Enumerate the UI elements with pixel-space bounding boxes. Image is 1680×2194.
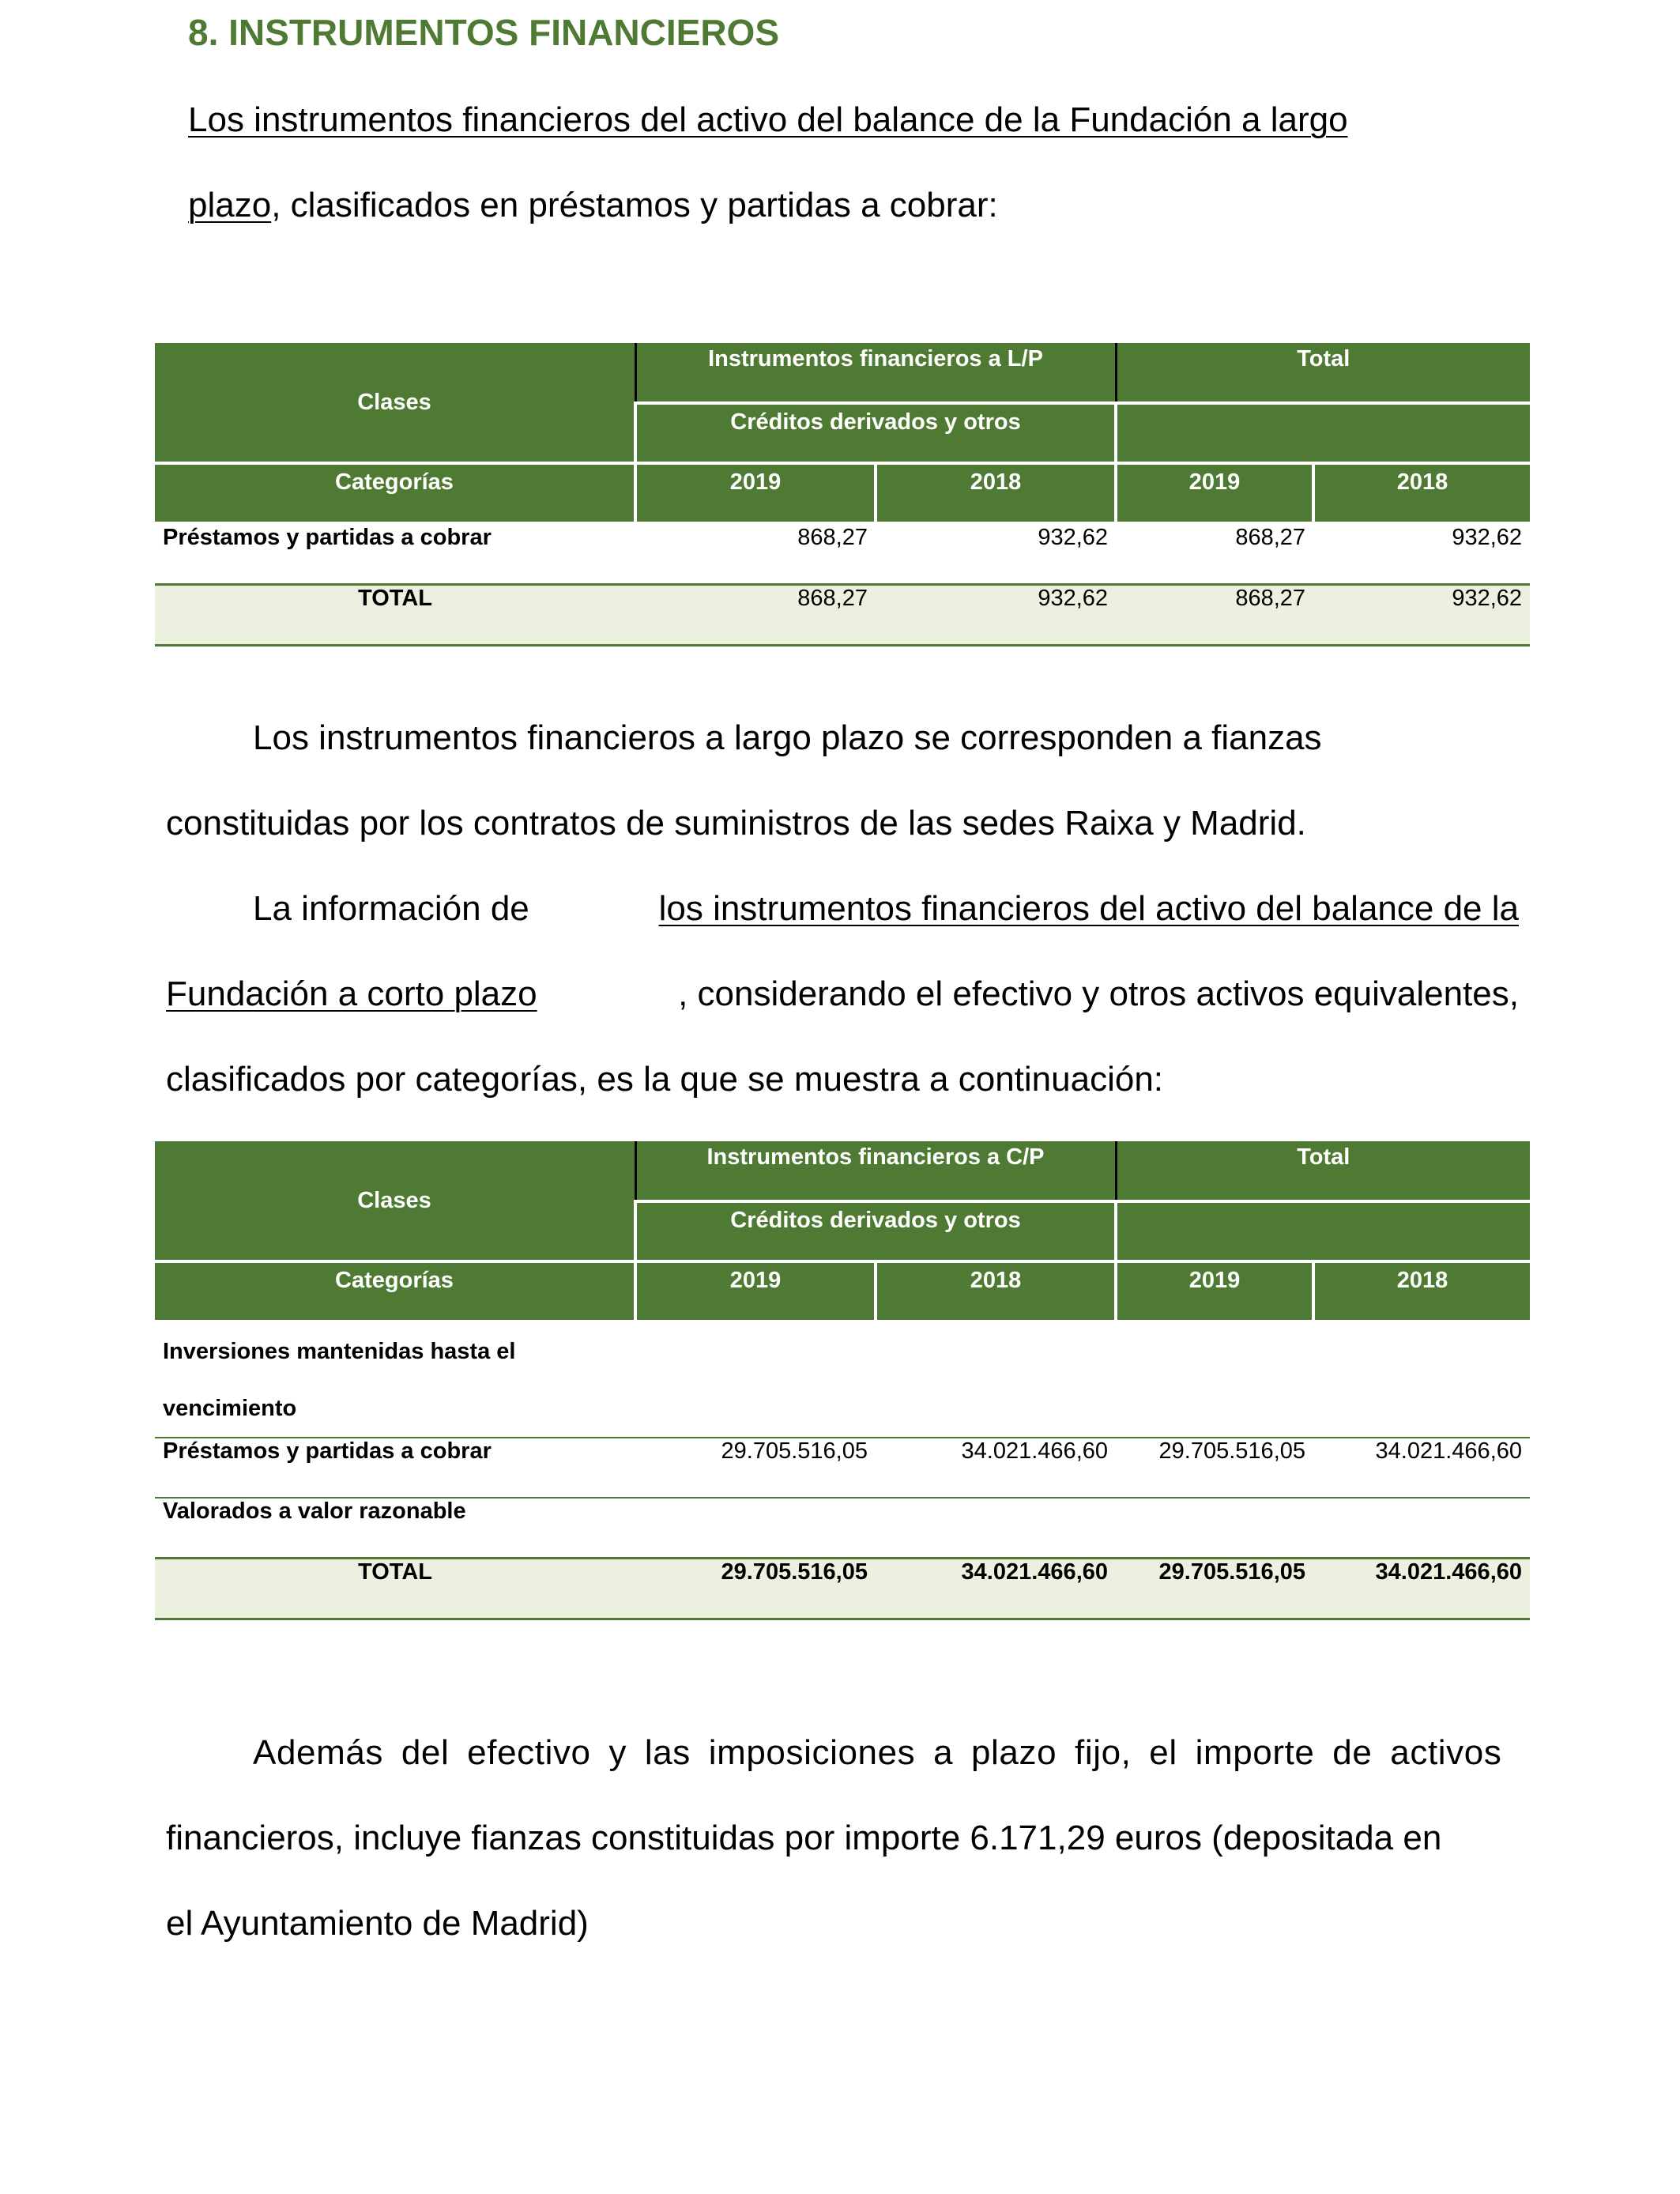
table-row	[155, 1438, 1530, 1498]
header-year: 2018	[876, 1261, 1116, 1321]
para2-start: La información de	[253, 889, 529, 928]
header-clases: Clases	[155, 1141, 635, 1261]
cell-value: 29.705.516,05	[1116, 1438, 1313, 1498]
para1-line2: constituidas por los contratos de suministros de las sedes Raixa y Madrid.	[166, 804, 1306, 843]
header-sub: Créditos derivados y otros	[635, 1201, 1116, 1261]
header-categorias: Categorías	[155, 1261, 635, 1321]
header-sub-empty	[1116, 1201, 1530, 1261]
cell-value: 932,62	[1038, 525, 1109, 550]
table-short-term	[155, 1141, 1530, 1620]
header-year: 2019	[1116, 463, 1313, 523]
total-value: 29.705.516,05	[635, 1559, 876, 1619]
cell-value: 34.021.466,60	[876, 1438, 1116, 1498]
header-year: 2019	[635, 463, 876, 523]
table-row	[155, 523, 1530, 585]
intro-underlined-text: Los instrumentos financieros del activo del balance de la Fundación a largo	[188, 100, 1348, 139]
para3-line3: el Ayuntamiento de Madrid)	[166, 1904, 589, 1943]
row-label: Préstamos y partidas a cobrar	[155, 1438, 635, 1498]
empty-cell	[876, 1498, 1116, 1559]
para2-line3: clasificados por categorías, es la que se muestra a continuación:	[166, 1060, 1164, 1099]
section-heading: 8. INSTRUMENTOS FINANCIEROS	[188, 12, 779, 53]
para3-line1-text: Además del efectivo y las imposiciones a plazo fijo, el importe de activos	[253, 1733, 1502, 1772]
para2-underlined: los instrumentos financieros del activo del balance de la	[658, 889, 1519, 928]
row-label-line: vencimiento	[163, 1396, 297, 1421]
cell-value: 868,27	[797, 525, 868, 550]
table-row	[155, 1321, 1530, 1438]
total-label: TOTAL	[155, 585, 635, 646]
header-categorias: Categorías	[155, 463, 635, 523]
total-value: 932,62	[1313, 585, 1530, 646]
para2-rest: , considerando el efectivo y otros activos equivalentes,	[678, 974, 1519, 1013]
empty-cell	[1116, 1498, 1313, 1559]
header-year: 2018	[1313, 463, 1530, 523]
table-long-term	[155, 343, 1530, 647]
header-year: 2019	[635, 1261, 876, 1321]
cell-value: 29.705.516,05	[635, 1438, 876, 1498]
row-label: Préstamos y partidas a cobrar	[163, 525, 492, 550]
header-sub-empty	[1116, 403, 1530, 463]
total-value: 34.021.466,60	[1313, 1559, 1530, 1619]
row-label-line: Inversiones mantenidas hasta el	[163, 1339, 516, 1364]
para2-line2	[166, 974, 1519, 1013]
total-value: 868,27	[635, 585, 876, 646]
para1-line1: Los instrumentos financieros a largo plazo se corresponden a fianzas	[253, 718, 1322, 757]
intro-underlined-word: plazo	[188, 186, 272, 224]
total-value: 34.021.466,60	[876, 1559, 1116, 1619]
cell-value: 34.021.466,60	[1313, 1438, 1530, 1498]
para3-line1	[253, 1733, 1519, 1772]
cell-value: 932,62	[1452, 525, 1523, 550]
intro-line-2	[188, 188, 998, 223]
header-total: Total	[1116, 1141, 1530, 1201]
header-clases: Clases	[155, 343, 635, 463]
header-year: 2018	[1313, 1261, 1530, 1321]
row-label-multiline	[155, 1321, 635, 1438]
total-value: 29.705.516,05	[1116, 1559, 1313, 1619]
header-year: 2018	[876, 463, 1116, 523]
intro-rest: , clasificados en préstamos y partidas a cobrar:	[271, 186, 998, 224]
empty-cell	[635, 1498, 876, 1559]
table-row	[155, 1498, 1530, 1559]
header-sub: Créditos derivados y otros	[635, 403, 1116, 463]
total-value: 868,27	[1116, 585, 1313, 646]
empty-cell	[635, 1321, 876, 1438]
header-year: 2019	[1116, 1261, 1313, 1321]
total-label: TOTAL	[155, 1559, 635, 1619]
total-row	[155, 1559, 1530, 1619]
empty-cell	[1116, 1321, 1313, 1438]
total-value: 932,62	[876, 585, 1116, 646]
cell-value: 868,27	[1235, 525, 1306, 550]
header-group-cp: Instrumentos financieros a C/P	[635, 1141, 1116, 1201]
para3-line2: financieros, incluye fianzas constituidas por importe 6.171,29 euros (depositada en	[166, 1819, 1442, 1857]
intro-line-1	[188, 100, 1348, 139]
row-label: Valorados a valor razonable	[155, 1498, 635, 1559]
empty-cell	[876, 1321, 1116, 1438]
header-group-lp: Instrumentos financieros a L/P	[635, 343, 1116, 403]
total-row	[155, 585, 1530, 646]
header-total: Total	[1116, 343, 1530, 403]
empty-cell	[1313, 1321, 1530, 1438]
empty-cell	[1313, 1498, 1530, 1559]
para2-line1	[253, 889, 1519, 928]
para2-underlined-2: Fundación a corto plazo	[166, 974, 537, 1013]
